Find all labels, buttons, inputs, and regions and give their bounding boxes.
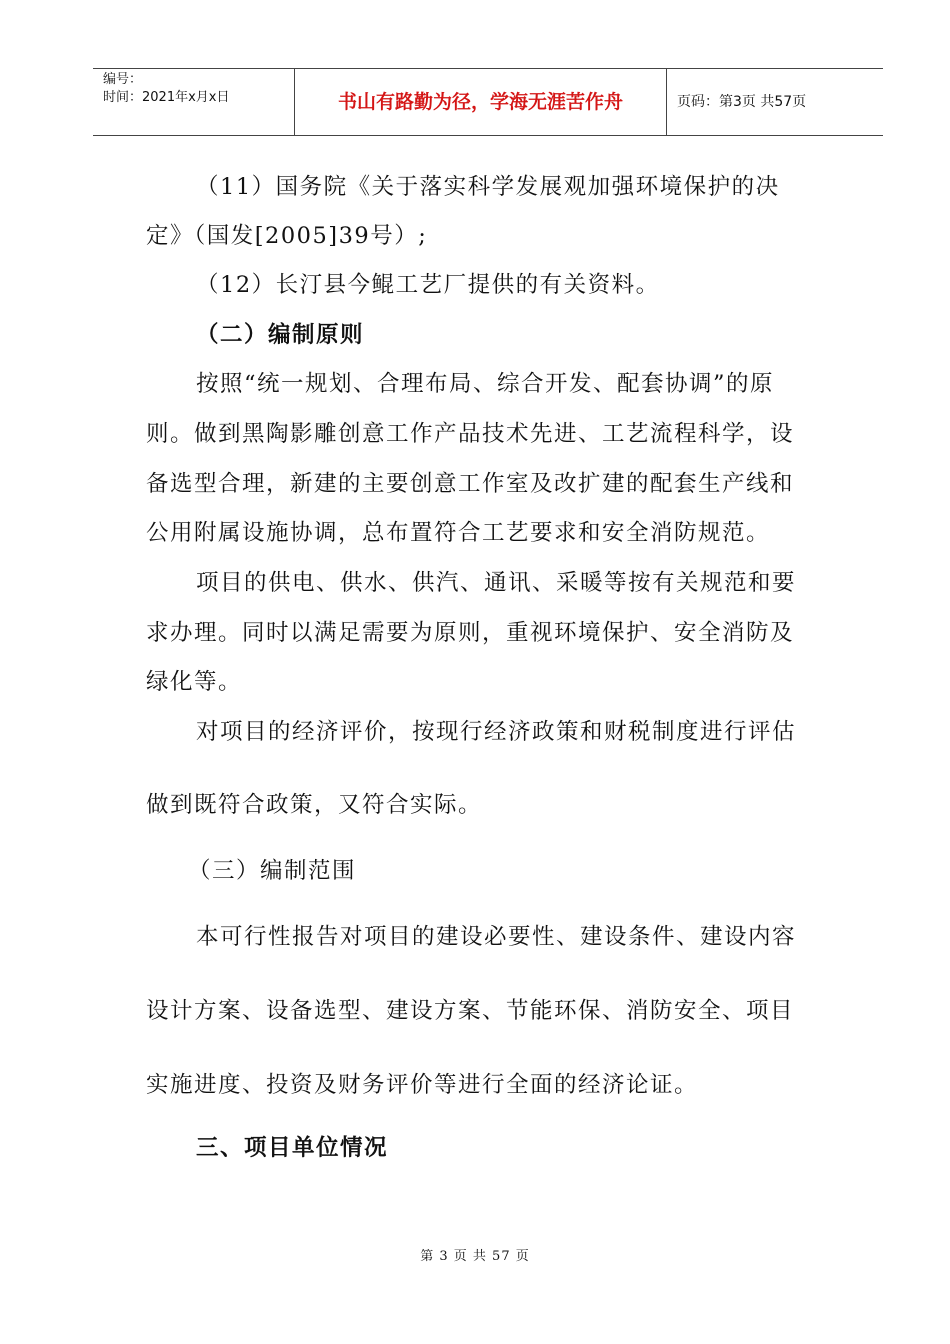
body-line: （11）国务院《关于落实科学发展观加强环境保护的决 bbox=[196, 174, 780, 200]
body-line: 对项目的经济评价，按现行经济政策和财税制度进行评估 bbox=[196, 719, 797, 745]
body-line: 求办理。同时以满足需要为原则，重视环境保护、安全消防及 bbox=[146, 620, 795, 646]
chapter-heading: 三、项目单位情况 bbox=[196, 1135, 389, 1161]
page-footer: 第 3 页 共 57 页 bbox=[420, 1249, 530, 1264]
section-heading: （三）编制范围 bbox=[188, 858, 357, 884]
body-line: 备选型合理，新建的主要创意工作室及改扩建的配套生产线和 bbox=[146, 471, 795, 497]
body-line: 定》（国发[2005]39号）; bbox=[146, 223, 428, 249]
body-line: 绿化等。 bbox=[146, 669, 243, 695]
header-motto: 书山有路勤为径，学海无涯苦作舟 bbox=[295, 69, 667, 135]
body-line: 实施进度、投资及财务评价等进行全面的经济论证。 bbox=[146, 1072, 699, 1098]
section-heading: （二）编制原则 bbox=[196, 322, 365, 348]
code-label: 编号： bbox=[103, 72, 143, 87]
page-header bbox=[93, 68, 883, 136]
body-line: 本可行性报告对项目的建设必要性、建设条件、建设内容 bbox=[196, 924, 797, 950]
body-line: 设计方案、设备选型、建设方案、节能环保、消防安全、项目 bbox=[146, 998, 795, 1024]
body-line: 公用附属设施协调，总布置符合工艺要求和安全消防规范。 bbox=[146, 520, 771, 546]
header-meta-cell bbox=[93, 69, 295, 135]
body-line: 做到既符合政策，又符合实际。 bbox=[146, 792, 483, 818]
body-line: 按照“统一规划、合理布局、综合开发、配套协调”的原 bbox=[196, 371, 775, 397]
header-page-info: 页码：第3页 共57页 bbox=[677, 94, 807, 110]
time-label: 时间：2021年x月x日 bbox=[103, 90, 230, 105]
body-line: 则。做到黑陶影雕创意工作产品技术先进、工艺流程科学，设 bbox=[146, 421, 795, 447]
body-line: 项目的供电、供水、供汽、通讯、采暖等按有关规范和要 bbox=[196, 570, 797, 596]
body-line: （12）长汀县今鲲工艺厂提供的有关资料。 bbox=[196, 272, 660, 298]
